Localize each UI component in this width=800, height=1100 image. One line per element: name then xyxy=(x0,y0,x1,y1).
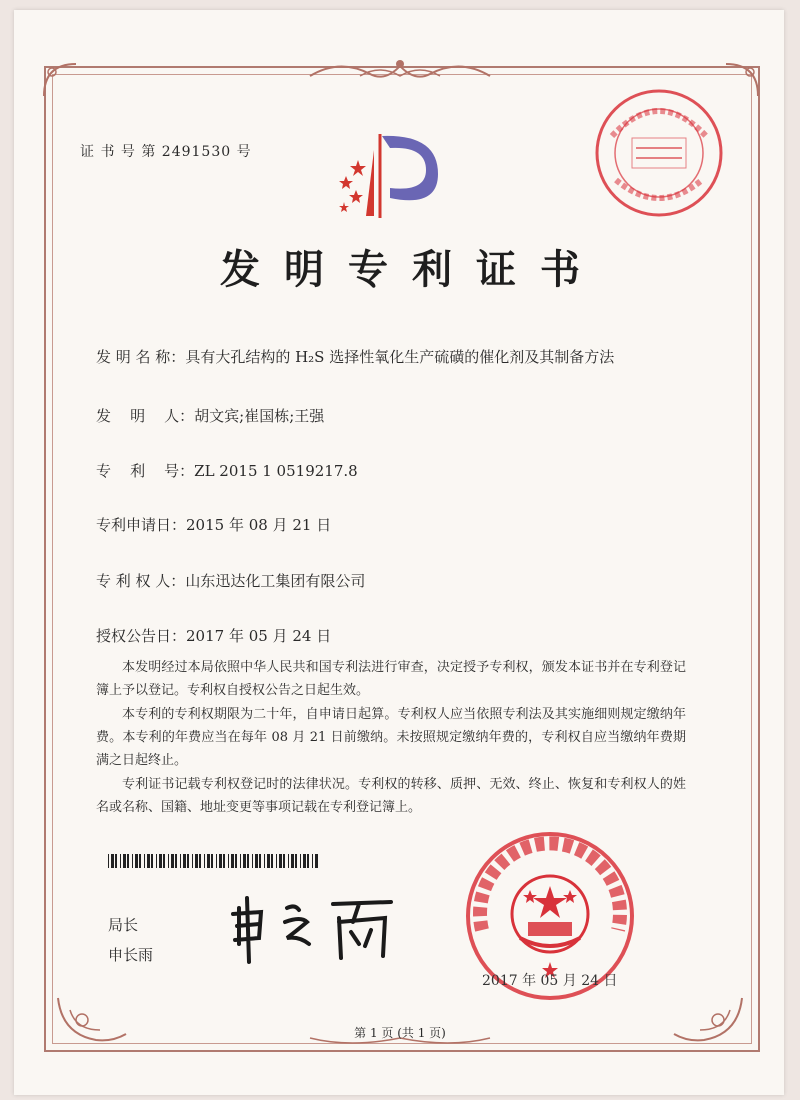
barcode-bar xyxy=(271,854,273,868)
body-paragraph: 专利证书记载专利权登记时的法律状况。专利权的转移、质押、无效、终止、恢复和专利权人的姓名或名称、国籍、地址变更等事项记载在专利登记簿上。 xyxy=(96,777,686,815)
barcode-bar xyxy=(192,854,193,868)
invention-name-label: 发 明 名 称： xyxy=(96,348,186,366)
barcode-bar xyxy=(163,854,165,868)
barcode-bar xyxy=(156,854,157,868)
filing-date-value: 2015 年 08 月 21 日 xyxy=(186,516,332,534)
barcode-bar xyxy=(216,854,217,868)
barcode-bar xyxy=(259,854,261,868)
barcode-bar xyxy=(312,854,313,868)
barcode-bar xyxy=(279,854,282,868)
certificate-body xyxy=(96,656,686,820)
barcode-bar xyxy=(288,854,289,868)
page-indicator: 第 1 页 (共 1 页) xyxy=(354,1026,446,1040)
barcode-bar xyxy=(180,854,181,868)
barcode-bar xyxy=(144,854,145,868)
tax-seal xyxy=(592,86,726,220)
filing-date-row xyxy=(96,514,331,535)
barcode-bar xyxy=(219,854,222,868)
barcode-bar xyxy=(171,854,174,868)
barcode-bar xyxy=(252,854,253,868)
barcode xyxy=(108,854,318,868)
barcode-bar xyxy=(159,854,162,868)
grant-date-label: 授权公告日： xyxy=(96,627,187,645)
barcode-bar xyxy=(211,854,213,868)
barcode-bar xyxy=(127,854,129,868)
barcode-bar xyxy=(235,854,237,868)
barcode-bar xyxy=(247,854,249,868)
barcode-bar xyxy=(123,854,126,868)
invention-name-value: 具有大孔结构的 H₂S 选择性氧化生产硫磺的催化剂及其制备方法 xyxy=(185,348,615,366)
barcode-bar xyxy=(187,854,189,868)
barcode-bar xyxy=(207,854,210,868)
invention-name-row xyxy=(96,346,614,367)
barcode-bar xyxy=(204,854,205,868)
inventor-value: 胡文宾;崔国栋;王强 xyxy=(194,407,325,425)
patentee-value: 山东迅达化工集团有限公司 xyxy=(185,572,366,590)
barcode-bar xyxy=(300,854,301,868)
filing-date-label: 专利申请日： xyxy=(96,516,187,534)
barcode-bar xyxy=(175,854,177,868)
barcode-bar xyxy=(139,854,141,868)
body-paragraph: 本发明经过本局依照中华人民共和国专利法进行审查，决定授予专利权，颁发本证书并在专利登记簿上予以登记。专利权自授权公告之日起生效。 xyxy=(96,660,686,698)
corner-ornament-top-left xyxy=(40,60,80,100)
patent-number-row xyxy=(96,460,358,481)
certificate-title: 发明专利证书 xyxy=(220,246,604,293)
barcode-bar xyxy=(243,854,246,868)
barcode-bar xyxy=(315,854,318,868)
barcode-bar xyxy=(151,854,153,868)
certificate-number: 证 书 号 第 2491530 号 xyxy=(80,144,252,160)
barcode-bar xyxy=(267,854,270,868)
barcode-bar xyxy=(183,854,186,868)
barcode-bar xyxy=(307,854,309,868)
seal-date: 2017 年 05 月 24 日 xyxy=(482,973,618,989)
barcode-bar xyxy=(120,854,121,868)
barcode-bar xyxy=(240,854,241,868)
barcode-bar xyxy=(231,854,234,868)
grant-date-value: 2017 年 05 月 24 日 xyxy=(186,627,332,645)
patentee-row xyxy=(96,570,365,591)
barcode-bar xyxy=(147,854,150,868)
patent-number-label: 专 利 号： xyxy=(96,462,195,480)
barcode-bar xyxy=(199,854,201,868)
barcode-bar xyxy=(283,854,285,868)
barcode-bar xyxy=(291,854,294,868)
body-paragraph: 本专利的专利权期限为二十年，自申请日起算。专利权人应当依照专利法及其实施细则规定缴纳年费。本专利的年费应当在每年 08 月 21 日前缴纳。未按照规定缴纳年费的，专利权自应当缴纳年费期满之日起终止。 xyxy=(96,707,686,768)
barcode-bar xyxy=(264,854,265,868)
inventor-label: 发 明 人： xyxy=(96,407,195,425)
barcode-bar xyxy=(135,854,138,868)
barcode-bar xyxy=(115,854,117,868)
barcode-bar xyxy=(111,854,114,868)
barcode-bar xyxy=(168,854,169,868)
director-signature xyxy=(225,888,405,968)
director-title: 局长 xyxy=(108,916,139,934)
grant-date-row xyxy=(96,625,331,646)
barcode-bar xyxy=(276,854,277,868)
barcode-bar xyxy=(255,854,258,868)
barcode-bar xyxy=(223,854,225,868)
barcode-bar xyxy=(132,854,133,868)
patent-number-value: ZL 2015 1 0519217.8 xyxy=(194,462,358,480)
inventor-row xyxy=(96,405,324,426)
corner-ornament-top-right xyxy=(722,60,762,100)
barcode-bar xyxy=(303,854,306,868)
barcode-bar xyxy=(228,854,229,868)
director-name: 申长雨 xyxy=(108,946,154,964)
barcode-bar xyxy=(295,854,297,868)
cnipa-logo xyxy=(330,128,442,222)
barcode-bar xyxy=(108,854,109,868)
top-ornament xyxy=(300,56,500,84)
patentee-label: 专 利 权 人： xyxy=(96,572,186,590)
barcode-bar xyxy=(195,854,198,868)
